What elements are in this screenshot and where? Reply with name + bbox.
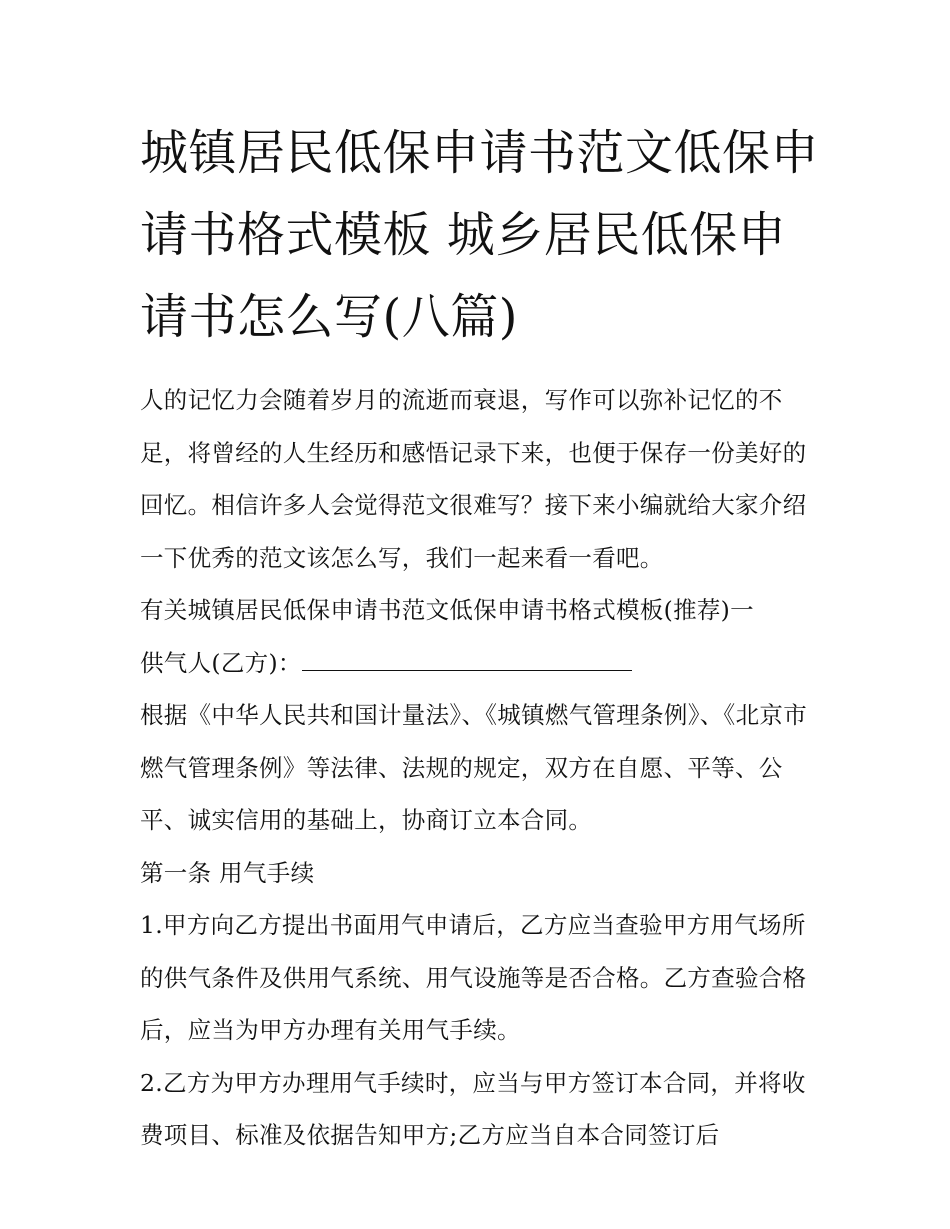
section-heading: 有关城镇居民低保申请书范文低保申请书格式模板(推荐)一 <box>140 596 754 624</box>
supplier-label: 供气人(乙方)： <box>140 648 302 677</box>
clause-2-paragraph: 2.乙方为甲方办理用气手续时，应当与甲方签订本合同，并将收费项目、标准及依据告知甲方;乙方应当自本合同签订后 <box>140 1068 806 1149</box>
supplier-blank-line <box>302 650 632 671</box>
document-title: 城镇居民低保申请书范文低保申请书格式模板 城乡居民低保申请书怎么写(八篇) <box>140 125 820 345</box>
document-page <box>140 112 820 1162</box>
basis-paragraph: 根据《中华人民共和国计量法》、《城镇燃气管理条例》、《北京市燃气管理条例》等法律、法规的规定，双方在自愿、平等、公平、诚实信用的基础上，协商订立本合同。 <box>140 701 807 834</box>
intro-paragraph: 人的记忆力会随着岁月的流逝而衰退，写作可以弥补记忆的不足，将曾经的人生经历和感悟记录下来，也便于保存一份美好的回忆。相信许多人会觉得范文很难写？接下来小编就给大家介绍一下优秀的范文该怎么写，我们一起来看一看吧。 <box>140 386 807 572</box>
article-1-heading: 第一条 用气手续 <box>140 858 315 887</box>
clause-1-paragraph: 1.甲方向乙方提出书面用气申请后，乙方应当查验甲方用气场所的供气条件及供用气系统、用气设施等是否合格。乙方查验合格后，应当为甲方办理有关用气手续。 <box>140 911 807 1044</box>
document-body <box>140 374 820 1162</box>
supplier-line <box>140 637 820 690</box>
